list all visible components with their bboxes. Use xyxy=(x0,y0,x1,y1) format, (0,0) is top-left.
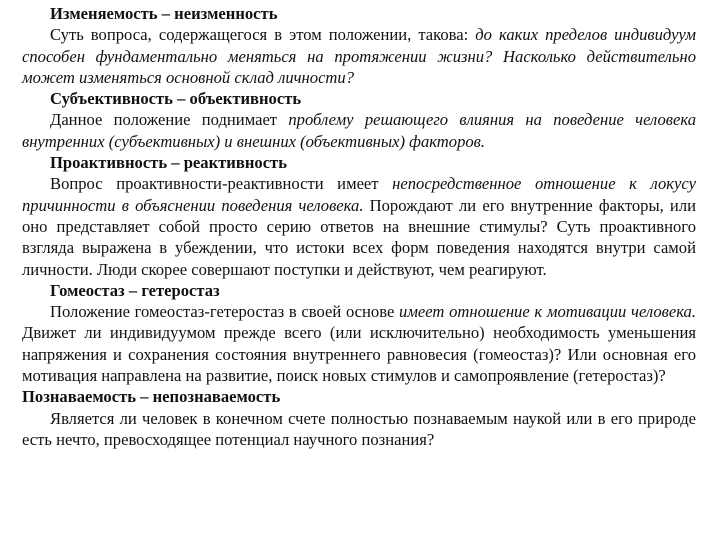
section-paragraph-homeostasis xyxy=(22,301,696,386)
paragraph-text: Вопрос проактивности-реактивности имеет xyxy=(50,174,393,194)
paragraph-text: Порождают ли его внутренние факторы, или оно представляет собой просто серию ответов на внешние стимулы? Суть проактивного взгляда выражена в убеждении, что истоки всех форм поведения находятся внутри самой личности. Люди скорее совершают поступки и действуют, чем реагируют. xyxy=(22,195,696,279)
section-paragraph-proactivity xyxy=(22,173,696,279)
section-heading-subjectivity: Субъективность – объективность xyxy=(50,89,302,109)
section-heading-proactivity: Проактивность – реактивность xyxy=(50,153,287,173)
section-paragraph-subjectivity xyxy=(22,109,696,152)
section-heading-homeostasis: Гомеостаз – гетеростаз xyxy=(50,280,220,300)
section-paragraph-variability xyxy=(22,24,696,88)
paragraph-text: Данное положение поднимает xyxy=(50,110,289,130)
section-paragraph-knowability xyxy=(22,408,696,451)
paragraph-text: Положение гомеостаз-гетеростаз в своей основе xyxy=(50,302,400,322)
paragraph-text: Суть вопроса, содержащегося в этом положении, такова: xyxy=(50,25,476,45)
paragraph-text: Движет ли индивидуумом прежде всего (или исключительно) необходимость уменьшения напряжения и сохранения состояния внутреннего равновесия (гомеостаз)? Или основная его мотивация направлена на развитие, поиск новых стимулов и самопроявление (гетеростаз)? xyxy=(22,323,696,386)
paragraph-emphasis: непосредственное отношение к локусу причинности в объяснении поведения человека. xyxy=(22,174,696,215)
paragraph-emphasis: до каких пределов индивидуум способен фундаментально меняться на протяжении жизни? Насколько действительно может изменяться основной склад личности? xyxy=(22,25,696,87)
section-heading-knowability: Познаваемость – непознаваемость xyxy=(22,387,281,407)
paragraph-text: Является ли человек в конечном счете полностью познаваемым наукой или в его природе есть нечто, превосходящее потенциал научного познания? xyxy=(22,408,696,449)
section-heading-variability: Изменяемость – неизменность xyxy=(50,4,278,23)
document-page xyxy=(22,3,696,450)
paragraph-emphasis: проблему решающего влияния на поведение человека внутренних (субъективных) и внешних (объективных) факторов. xyxy=(22,110,696,151)
paragraph-emphasis: имеет отношение к мотивации человека. xyxy=(399,302,696,322)
